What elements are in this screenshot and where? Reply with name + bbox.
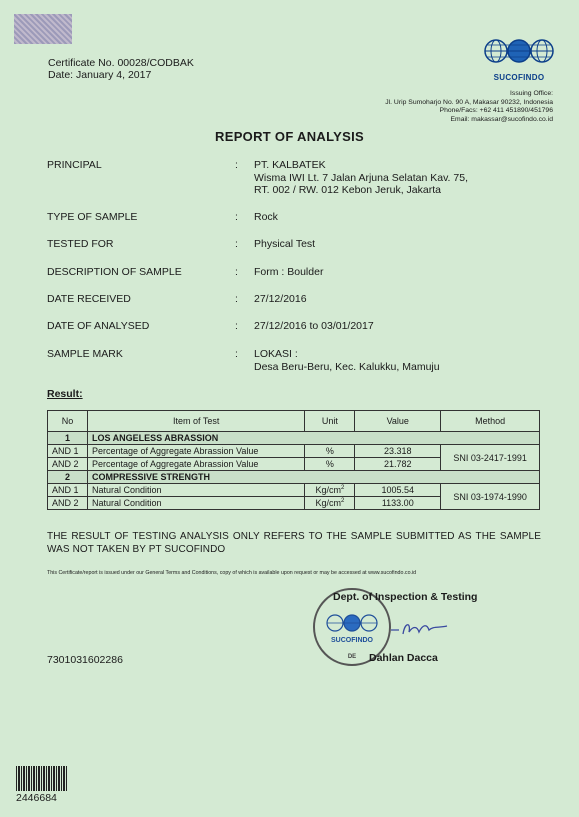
date-analysed-value: 27/12/2016 to 03/01/2017 — [254, 320, 374, 332]
header-method: Method — [441, 411, 540, 432]
type-of-sample-value: Rock — [254, 211, 278, 223]
principal-value — [254, 159, 468, 197]
unit-exponent: 2 — [340, 485, 345, 491]
section-title: LOS ANGELESS ABRASSION — [87, 432, 539, 445]
tested-for-value: Physical Test — [254, 238, 316, 250]
barcode-icon — [16, 766, 68, 791]
result-heading: Result: — [47, 388, 83, 400]
department-title: Dept. of Inspection & Testing — [333, 591, 478, 603]
table-row — [48, 484, 540, 497]
section-title: COMPRESSIVE STRENGTH — [87, 471, 539, 484]
row-unit: % — [305, 445, 355, 458]
type-of-sample-label: TYPE OF SAMPLE — [47, 211, 138, 223]
unit-exponent: 2 — [340, 498, 345, 504]
principal-name: PT. KALBATEK — [254, 159, 326, 171]
signatory-name: Dahlan Dacca — [369, 652, 438, 664]
certificate-number: Certificate No. 00028/CODBAK — [48, 57, 194, 69]
header-item: Item of Test — [87, 411, 304, 432]
office-label: Issuing Office: — [510, 90, 553, 97]
header-unit: Unit — [305, 411, 355, 432]
principal-label: PRINCIPAL — [47, 159, 102, 171]
tested-for-label: TESTED FOR — [47, 238, 114, 250]
globe-logo-icon — [484, 34, 554, 68]
table-row — [48, 445, 540, 458]
description-label: DESCRIPTION OF SAMPLE — [47, 266, 182, 278]
sample-mark-label: SAMPLE MARK — [47, 348, 123, 360]
section-no: 1 — [48, 432, 88, 445]
header-value: Value — [355, 411, 441, 432]
row-value: 1005.54 — [355, 484, 441, 497]
sample-mark-value — [254, 348, 440, 373]
row-no: AND 2 — [48, 458, 88, 471]
row-method: SNI 03-2417-1991 — [441, 445, 540, 471]
row-value: 23.318 — [355, 445, 441, 458]
section-no: 2 — [48, 471, 88, 484]
row-no: AND 1 — [48, 445, 88, 458]
header-no: No — [48, 411, 88, 432]
row-item: Natural Condition — [87, 484, 304, 497]
row-no: AND 1 — [48, 484, 88, 497]
row-unit — [305, 497, 355, 510]
unit-base: Kg/cm — [315, 485, 341, 495]
section-row — [48, 432, 540, 445]
security-hologram — [14, 14, 72, 44]
row-method: SNI 03-1974-1990 — [441, 484, 540, 510]
table-header-row — [48, 411, 540, 432]
colon: : — [235, 320, 238, 332]
colon: : — [235, 238, 238, 250]
results-table — [47, 410, 540, 510]
principal-address-2: RT. 002 / RW. 012 Kebon Jeruk, Jakarta — [254, 184, 441, 196]
row-value: 21.782 — [355, 458, 441, 471]
logo-text: SUCOFINDO — [493, 73, 545, 82]
stamp-text: SUCOFINDO — [331, 637, 373, 644]
office-phone: Phone/Facs: +62 411 451890/451796 — [439, 107, 553, 115]
row-item: Percentage of Aggregate Abrassion Value — [87, 445, 304, 458]
issuing-office — [385, 90, 553, 124]
sample-mark-title: LOKASI : — [254, 348, 298, 360]
date-received-value: 27/12/2016 — [254, 293, 307, 305]
certificate-date: Date: January 4, 2017 — [48, 69, 152, 81]
signature-icon — [389, 618, 449, 640]
unit-base: Kg/cm — [315, 498, 341, 508]
colon: : — [235, 293, 238, 305]
office-email: Email: makassar@sucofindo.co.id — [450, 115, 553, 123]
row-item: Natural Condition — [87, 497, 304, 510]
section-row — [48, 471, 540, 484]
terms-text: This Certificate/report is issued under our General Terms and Conditions, copy of which is available upon request or may be accessed at www.sucofindo.co.id — [47, 570, 417, 576]
report-title: REPORT OF ANALYSIS — [215, 129, 364, 144]
certificate-header — [48, 57, 194, 81]
principal-address-1: Wisma IWI Lt. 7 Jalan Arjuna Selatan Kav. 75, — [254, 171, 468, 184]
date-analysed-label: DATE OF ANALYSED — [47, 320, 150, 332]
colon: : — [235, 266, 238, 278]
colon: : — [235, 159, 238, 171]
row-item: Percentage of Aggregate Abrassion Value — [87, 458, 304, 471]
colon: : — [235, 211, 238, 223]
sample-mark-location: Desa Beru-Beru, Kec. Kalukku, Mamuju — [254, 360, 440, 373]
stamp-bottom-text: DE — [347, 654, 357, 660]
colon: : — [235, 348, 238, 360]
document-code: 7301031602286 — [47, 654, 123, 666]
row-no: AND 2 — [48, 497, 88, 510]
row-unit — [305, 484, 355, 497]
handwritten-signature — [389, 618, 449, 643]
row-unit: % — [305, 458, 355, 471]
date-received-label: DATE RECEIVED — [47, 293, 131, 305]
sucofindo-logo — [484, 34, 554, 82]
disclaimer-note: THE RESULT OF TESTING ANALYSIS ONLY REFERS TO THE SAMPLE SUBMITTED AS THE SAMPLE WAS NOT TAKEN BY PT SUCOFINDO — [47, 531, 541, 555]
description-value: Form : Boulder — [254, 266, 324, 278]
row-value: 1133.00 — [355, 497, 441, 510]
barcode-number: 2446684 — [16, 792, 57, 804]
office-address: Jl. Urip Sumoharjo No. 90 A, Makasar 90232, Indonesia — [385, 98, 553, 106]
